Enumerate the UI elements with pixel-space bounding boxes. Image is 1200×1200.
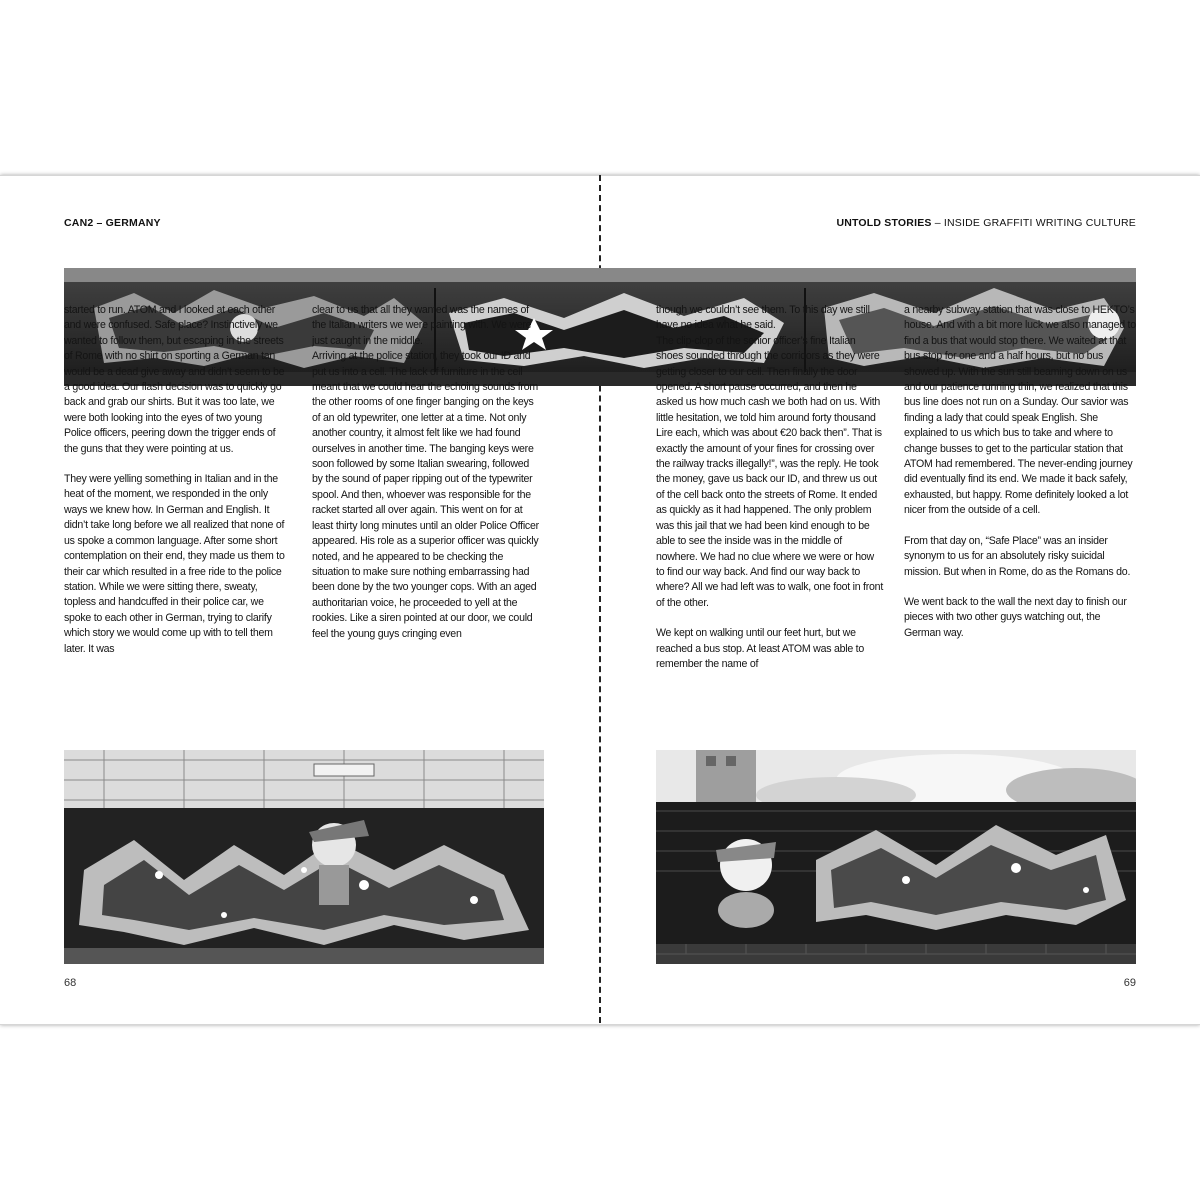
left-page-number: 68 — [64, 977, 77, 989]
header-series-title: UNTOLD STORIES — [836, 217, 932, 229]
paragraph: though we couldn’t see them. To this day we still have no idea what he said. — [656, 304, 870, 332]
right-page-column-1 — [656, 303, 884, 672]
paragraph: clear to us that all they wanted was the names of the Italian writers we were painting with. We were just caught in the middle. — [312, 304, 532, 347]
paragraph: From that day on, “Safe Place” was an insider synonym to us for an absolutely risky suicidal mission. But when in Rome, do as the Romans do. — [904, 534, 1131, 578]
bottom-right-graffiti-wall-photo — [656, 750, 1136, 964]
right-page-number: 69 — [1123, 977, 1136, 989]
paragraph: started to run. ATOM and I looked at each other and were confused. Safe place? Instinctively we wanted to follow them, but escaping in the streets of Rome with no shirt on sporting a German tan would be a dead give away and didn’t seem to be a good idea. Our flash decision was to quickly go back and grab our shirts. But it was too late, we were both looking into the eyes of two young Police officers, peering down the trigger ends of the guns that they were pointing at us. — [64, 304, 285, 455]
paragraph: We went back to the wall the next day to finish our pieces with two other guys watching out, the German way. — [904, 595, 1127, 639]
paragraph: We kept on walking until our feet hurt, but we reached a bus stop. At least ATOM was able to remember the name of — [656, 627, 865, 670]
left-page-column-2 — [312, 303, 540, 642]
left-page-column-1 — [64, 303, 290, 657]
paragraph: a nearby subway station that was close to HEKTO’s house. And with a bit more luck we also managed to find a bus that would stop there. We waited at that bus stop for one and a half hours, but no bus showed up. With the sun still beaming down on us and our patience running thin, we realized that this bus line does not run on a Sunday. Our savior was finding a lady that could speak English. She explained to us which bus to take and where to change busses to get to the particular station that ATOM had remembered. The never-ending journey did eventually find its end. We made it back safely, exhausted, but happy. Rome definitely looked a lot nicer from the outside of a cell. — [904, 304, 1136, 517]
paragraph: The clip-clop of the senior officer’s fine Italian shoes sounded through the corridors as they were getting closer to our cell. Then finally the door opened. A short pause occurred, and then he asked us how much cash we both had on us. With little hesitation, we told him around forty thousand Lire each, which was about €20 back then”. That is exactly the amount of your fines for crossing over the railway tracks illegally!”, was the reply. He took the money, gave us back our ID, and threw us out of the cell back onto the streets of Rome. It ended as quickly as it had happened. The only problem was this jail that we had been kind enough to be able to see the inside was in the middle of nowhere. We had no clue where we were or how to find our way back. And find our way back to where? All we had left was to walk, one foot in front of the other. — [656, 334, 884, 609]
paragraph: Arriving at the police station, they took our ID and put us into a cell. The lack of furniture in the cell meant that we could hear the echoing sounds from the other rooms of one finger banging on the keys of an old typewriter, one letter at a time. Not only another country, it almost felt like we had found ourselves in another time. The banging keys were soon followed by some Italian swearing, followed by the sound of paper ripping out of the typewriter spool. And then, whoever was responsible for the racket started all over again. This went on for at least thirty long minutes until an older Police Officer appeared. His role as a superior officer was quickly noted, and he appeared to be checking the situation to make sure nothing embarrassing had been done by the two younger cops. With an aged authoritarian voice, he proceeded to yell at the rookies. Like a siren pointed at our door, we could feel the young guys cringing even — [312, 350, 539, 640]
right-page-column-2 — [904, 303, 1138, 641]
paragraph: They were yelling something in Italian and in the heat of the moment, we responded in the only ways we knew how. In German and English. It didn’t take long before we all realized that none of us spoke a common language. After some short contemplation on their end, they made us them to their car which resulted in a free ride to the police station. While we were sitting there, sweaty, topless and handcuffed in their police car, we spoke to each other in German, trying to clarify which story we would come up with to tell them later. It was — [64, 473, 285, 655]
bottom-left-graffiti-wall-photo — [64, 750, 544, 964]
header-subtitle: – INSIDE GRAFFITI WRITING CULTURE — [931, 217, 1136, 229]
left-page-header: CAN2 – GERMANY — [64, 217, 161, 229]
right-page-header — [836, 217, 1136, 229]
